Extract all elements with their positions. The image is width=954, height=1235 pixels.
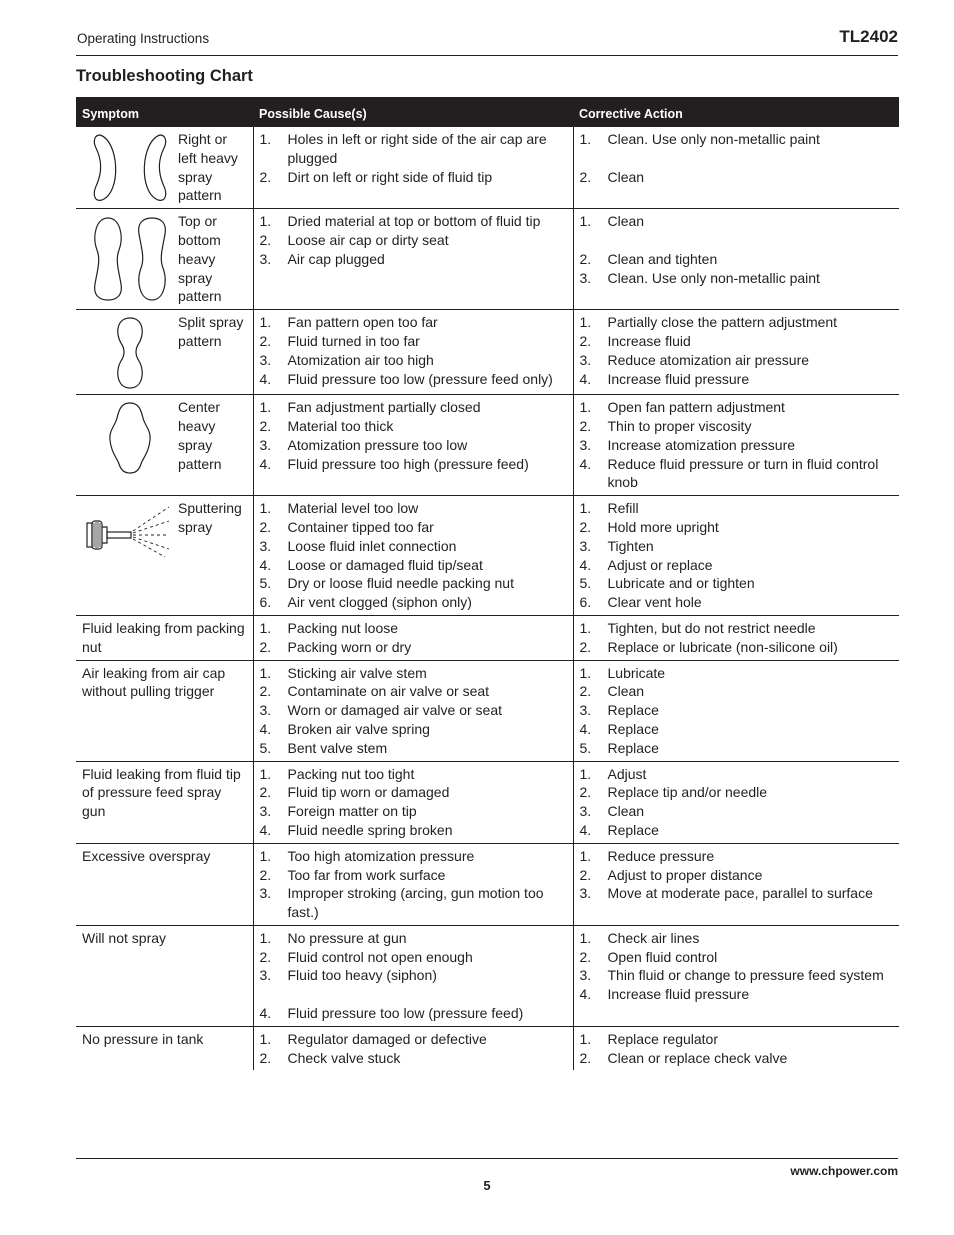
table-row: [76, 310, 899, 395]
section-title: Troubleshooting Chart: [76, 67, 253, 85]
sputtering-spray-icon: [82, 499, 178, 561]
list-item: 3. Loose fluid inlet connection: [259, 537, 457, 554]
list-item: 1. Tighten, but do not restrict needle: [579, 619, 816, 636]
list-item: 2. Material too thick: [259, 417, 394, 434]
list-item: 3. Increase atomization pressure: [579, 436, 796, 453]
causes-cell: [253, 310, 573, 395]
list-item: 4. Increase fluid pressure: [579, 986, 750, 1003]
list-item: 1. Lubricate: [579, 664, 666, 681]
symptom-text: Center heavy spray pattern: [178, 399, 222, 472]
list-item: 4. Replace: [579, 720, 659, 737]
symptom-text: Right or left heavy spray pattern: [178, 131, 238, 204]
symptom-cell: No pressure in tank: [82, 1030, 204, 1047]
list-item: 1. Partially close the pattern adjustment: [579, 314, 838, 331]
list-item: 2. Loose air cap or dirty seat: [259, 231, 449, 248]
document-type: Operating Instructions: [77, 31, 210, 46]
symptom-cell: [76, 496, 253, 616]
actions-cell: [573, 843, 899, 925]
list-item: 1. Clean: [579, 213, 645, 230]
list-item: 2. Container tipped too far: [259, 518, 434, 535]
symptom-cell: [76, 310, 253, 395]
list-item: 3. Replace: [579, 702, 659, 719]
causes-cell: [253, 209, 573, 310]
list-item: 3. Thin fluid or change to pressure feed system: [579, 967, 884, 984]
list-item: 4. Fluid pressure too low (pressure feed): [259, 1005, 524, 1022]
list-item: 4. Adjust or replace: [579, 556, 713, 573]
list-item: 1. Adjust: [579, 765, 647, 782]
table-row: [76, 843, 899, 925]
symptom-cell: Will not spray: [76, 925, 253, 1026]
table-row: [76, 1026, 899, 1070]
actions-cell: [573, 496, 899, 616]
symptom-text: Sputtering spray: [178, 500, 242, 535]
list-item: 5. Replace: [579, 739, 659, 756]
page-number: 5: [483, 1178, 491, 1193]
actions-cell: [573, 761, 899, 843]
list-item: 1. Clean. Use only non-metallic paint: [579, 131, 820, 147]
symptom-cell: Air leaking from air cap without pulling trigger: [76, 660, 253, 761]
center-heavy-pattern-icon: [82, 398, 178, 476]
list-item: 3. Tighten: [579, 537, 654, 554]
list-item: 6. Clear vent hole: [579, 594, 702, 611]
list-item: 6. Air vent clogged (siphon only): [259, 594, 472, 611]
symptom-cell: [76, 395, 253, 496]
causes-cell: [253, 925, 573, 1026]
split-pattern-icon: [82, 313, 178, 391]
list-item: 4. Fluid pressure too low (pressure feed only): [259, 370, 553, 387]
list-item: 2. Increase fluid: [579, 332, 691, 349]
list-item: 2. Adjust to proper distance: [579, 866, 763, 883]
list-item: 1. No pressure at gun: [259, 929, 407, 946]
table-row: [76, 761, 899, 843]
list-item: 4. Reduce fluid pressure or turn in fluid control knob: [579, 455, 879, 491]
list-item: 1. Dried material at top or bottom of fluid tip: [259, 213, 541, 230]
top-bottom-heavy-pattern-icon: [82, 212, 178, 306]
list-item: 3. Improper stroking (arcing, gun motion too fast.): [259, 885, 544, 921]
list-item: 1. Packing nut too tight: [259, 765, 415, 782]
list-item: 2. Clean: [579, 168, 645, 185]
causes-cell: [253, 761, 573, 843]
list-item: 4. Loose or damaged fluid tip/seat: [259, 556, 483, 573]
page-header: [76, 27, 898, 56]
page-footer: [76, 1158, 898, 1193]
list-item: 2. Thin to proper viscosity: [579, 417, 752, 434]
column-header-causes: Possible Cause(s): [253, 97, 573, 127]
table-row: [76, 660, 899, 761]
troubleshooting-table: [76, 97, 899, 1070]
actions-cell: [573, 1026, 899, 1070]
list-item: 3. Reduce atomization air pressure: [579, 351, 810, 368]
list-item: 1. Regulator damaged or defective: [259, 1030, 487, 1047]
actions-cell: [573, 127, 899, 209]
causes-cell: [253, 395, 573, 496]
list-item: 3. Atomization air too high: [259, 351, 434, 368]
list-item: 5. Lubricate and or tighten: [579, 575, 755, 592]
list-item: 2. Replace tip and/or needle: [579, 784, 768, 801]
list-item: 3. Air cap plugged: [259, 250, 385, 267]
list-item: 4. Replace: [579, 821, 659, 838]
list-item: 1. Reduce pressure: [579, 847, 715, 864]
model-number: TL2402: [839, 27, 898, 46]
list-item: 1. Open fan pattern adjustment: [579, 399, 785, 416]
list-item: 2. Check valve stuck: [259, 1049, 401, 1066]
list-item: 2. Replace or lubricate (non-silicone oil): [579, 638, 838, 655]
causes-cell: [253, 843, 573, 925]
list-item: 1. Fan pattern open too far: [259, 314, 438, 331]
actions-cell: [573, 310, 899, 395]
column-header-symptom: Symptom: [76, 97, 253, 127]
symptom-cell: Fluid leaking from packing nut: [76, 615, 253, 660]
causes-cell: [253, 127, 573, 209]
list-item: 1. Check air lines: [579, 929, 700, 946]
list-item: 2. Clean or replace check valve: [579, 1049, 788, 1066]
causes-cell: [253, 1026, 573, 1070]
list-item: 2. Contaminate on air valve or seat: [259, 683, 490, 700]
actions-cell: [573, 615, 899, 660]
list-item: 3. Fluid too heavy (siphon): [259, 967, 437, 984]
table-row: [76, 496, 899, 616]
actions-cell: [573, 395, 899, 496]
list-item: 1. Fan adjustment partially closed: [259, 399, 481, 416]
symptom-cell: Excessive overspray: [76, 843, 253, 925]
symptom-text: Split spray pattern: [178, 314, 244, 349]
table-row: [76, 925, 899, 1026]
list-item: 2. Dirt on left or right side of fluid tip: [259, 168, 493, 185]
table-row: [76, 209, 899, 310]
list-item: 3. Move at moderate pace, parallel to surface: [579, 885, 873, 902]
symptom-cell: [76, 209, 253, 310]
table-row: [76, 395, 899, 496]
list-item: 3. Clean. Use only non-metallic paint: [579, 269, 820, 286]
list-item: 3. Clean: [579, 803, 645, 820]
list-item: 1. Sticking air valve stem: [259, 664, 427, 681]
list-item: 2. Fluid turned in too far: [259, 332, 420, 349]
symptom-text: Top or bottom heavy spray pattern: [178, 213, 222, 305]
list-item: 1. Material level too low: [259, 500, 419, 517]
actions-cell: [573, 925, 899, 1026]
list-item: 4. Increase fluid pressure: [579, 370, 750, 387]
list-item: 5. Dry or loose fluid needle packing nut: [259, 575, 514, 592]
website-link: www.chpower.com: [790, 1164, 898, 1178]
list-item: 2. Fluid control not open enough: [259, 948, 473, 965]
symptom-cell: [76, 127, 253, 209]
list-item: 4. Broken air valve spring: [259, 720, 430, 737]
causes-cell: [253, 660, 573, 761]
causes-cell: [253, 615, 573, 660]
list-item: 1. Refill: [579, 500, 639, 517]
list-item: 1. Holes in left or right side of the air cap are plugged: [259, 131, 547, 166]
table-row: [76, 127, 899, 209]
list-item: 2. Too far from work surface: [259, 866, 446, 883]
symptom-cell: Fluid leaking from fluid tip of pressure feed spray gun: [76, 761, 253, 843]
column-header-action: Corrective Action: [573, 97, 899, 127]
left-right-heavy-pattern-icon: [82, 130, 178, 205]
list-item: 2. Clean: [579, 683, 645, 700]
list-item: 5. Bent valve stem: [259, 739, 388, 756]
list-item: 2. Open fluid control: [579, 948, 718, 965]
list-item: 3. Foreign matter on tip: [259, 803, 417, 820]
causes-cell: [253, 496, 573, 616]
list-item: 1. Too high atomization pressure: [259, 847, 475, 864]
list-item: 2. Hold more upright: [579, 518, 719, 535]
actions-cell: [573, 209, 899, 310]
list-item: 1. Packing nut loose: [259, 619, 399, 636]
actions-cell: [573, 660, 899, 761]
list-item: 2. Clean and tighten: [579, 250, 718, 267]
list-item: 1. Replace regulator: [579, 1030, 719, 1047]
table-row: [76, 615, 899, 660]
list-item: 4. Fluid pressure too high (pressure feed): [259, 455, 529, 472]
list-item: 2. Packing worn or dry: [259, 638, 412, 655]
list-item: 4. Fluid needle spring broken: [259, 821, 453, 838]
list-item: 2. Fluid tip worn or damaged: [259, 784, 450, 801]
list-item: 3. Worn or damaged air valve or seat: [259, 702, 503, 719]
table-header-row: [76, 97, 899, 127]
list-item: 3. Atomization pressure too low: [259, 436, 468, 453]
